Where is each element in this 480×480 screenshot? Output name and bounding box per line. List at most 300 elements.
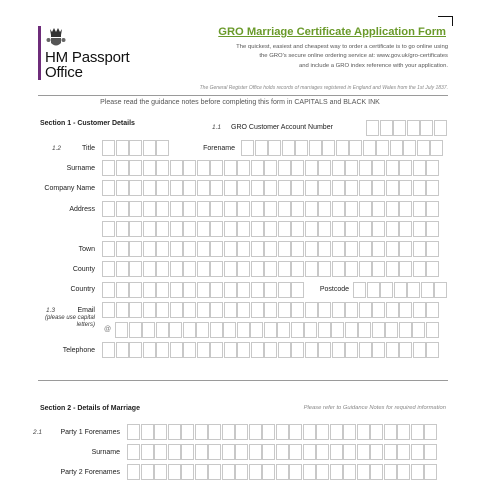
- character-box[interactable]: [210, 180, 223, 196]
- character-box[interactable]: [318, 322, 331, 338]
- character-box[interactable]: [305, 160, 318, 176]
- character-box[interactable]: [183, 342, 196, 358]
- character-box[interactable]: [197, 261, 210, 277]
- character-box[interactable]: [413, 201, 426, 217]
- character-box[interactable]: [397, 424, 410, 440]
- character-box[interactable]: [197, 241, 210, 257]
- character-box[interactable]: [141, 464, 154, 480]
- character-box[interactable]: [183, 241, 196, 257]
- character-box[interactable]: [411, 464, 424, 480]
- character-box[interactable]: [430, 140, 443, 156]
- character-box[interactable]: [141, 424, 154, 440]
- character-box[interactable]: [411, 424, 424, 440]
- character-box[interactable]: [115, 322, 128, 338]
- character-box[interactable]: [156, 282, 169, 298]
- character-box[interactable]: [116, 140, 129, 156]
- character-box[interactable]: [426, 180, 439, 196]
- character-box[interactable]: [305, 342, 318, 358]
- character-box[interactable]: [129, 201, 142, 217]
- character-box[interactable]: [251, 302, 264, 318]
- character-box[interactable]: [303, 464, 316, 480]
- character-box[interactable]: [154, 464, 167, 480]
- character-box[interactable]: [386, 342, 399, 358]
- character-box[interactable]: [143, 342, 156, 358]
- postcode-field[interactable]: [353, 282, 448, 298]
- character-box[interactable]: [170, 201, 183, 217]
- character-box[interactable]: [237, 221, 250, 237]
- character-box[interactable]: [372, 322, 385, 338]
- town-field[interactable]: [102, 241, 440, 257]
- character-box[interactable]: [407, 120, 420, 136]
- character-box[interactable]: [129, 160, 142, 176]
- character-box[interactable]: [141, 444, 154, 460]
- character-box[interactable]: [262, 464, 275, 480]
- character-box[interactable]: [116, 201, 129, 217]
- character-box[interactable]: [330, 444, 343, 460]
- character-box[interactable]: [264, 322, 277, 338]
- title-field[interactable]: [102, 140, 170, 156]
- character-box[interactable]: [318, 302, 331, 318]
- character-box[interactable]: [143, 160, 156, 176]
- character-box[interactable]: [345, 302, 358, 318]
- character-box[interactable]: [413, 221, 426, 237]
- character-box[interactable]: [197, 302, 210, 318]
- character-box[interactable]: [289, 464, 302, 480]
- character-box[interactable]: [224, 241, 237, 257]
- email-field-line-2[interactable]: [115, 322, 439, 338]
- character-box[interactable]: [235, 424, 248, 440]
- character-box[interactable]: [390, 140, 403, 156]
- character-box[interactable]: [332, 342, 345, 358]
- character-box[interactable]: [154, 444, 167, 460]
- character-box[interactable]: [116, 241, 129, 257]
- character-box[interactable]: [264, 241, 277, 257]
- character-box[interactable]: [289, 424, 302, 440]
- character-box[interactable]: [143, 221, 156, 237]
- character-box[interactable]: [426, 322, 439, 338]
- character-box[interactable]: [168, 464, 181, 480]
- character-box[interactable]: [156, 241, 169, 257]
- character-box[interactable]: [420, 120, 433, 136]
- character-box[interactable]: [358, 322, 371, 338]
- character-box[interactable]: [304, 322, 317, 338]
- character-box[interactable]: [291, 180, 304, 196]
- character-box[interactable]: [413, 342, 426, 358]
- character-box[interactable]: [197, 180, 210, 196]
- character-box[interactable]: [426, 201, 439, 217]
- character-box[interactable]: [210, 322, 223, 338]
- character-box[interactable]: [332, 241, 345, 257]
- character-box[interactable]: [156, 302, 169, 318]
- character-box[interactable]: [102, 160, 115, 176]
- character-box[interactable]: [143, 140, 156, 156]
- character-box[interactable]: [264, 160, 277, 176]
- character-box[interactable]: [210, 201, 223, 217]
- character-box[interactable]: [241, 140, 254, 156]
- character-box[interactable]: [278, 201, 291, 217]
- character-box[interactable]: [102, 180, 115, 196]
- character-box[interactable]: [359, 261, 372, 277]
- character-box[interactable]: [210, 342, 223, 358]
- character-box[interactable]: [282, 140, 295, 156]
- character-box[interactable]: [156, 201, 169, 217]
- character-box[interactable]: [251, 342, 264, 358]
- character-box[interactable]: [413, 180, 426, 196]
- character-box[interactable]: [426, 302, 439, 318]
- character-box[interactable]: [278, 282, 291, 298]
- character-box[interactable]: [403, 140, 416, 156]
- character-box[interactable]: [264, 180, 277, 196]
- character-box[interactable]: [322, 140, 335, 156]
- character-box[interactable]: [116, 302, 129, 318]
- character-box[interactable]: [102, 302, 115, 318]
- character-box[interactable]: [156, 342, 169, 358]
- character-box[interactable]: [129, 302, 142, 318]
- character-box[interactable]: [224, 282, 237, 298]
- character-box[interactable]: [251, 160, 264, 176]
- character-box[interactable]: [116, 221, 129, 237]
- character-box[interactable]: [210, 160, 223, 176]
- character-box[interactable]: [156, 140, 169, 156]
- character-box[interactable]: [359, 241, 372, 257]
- character-box[interactable]: [331, 322, 344, 338]
- character-box[interactable]: [183, 282, 196, 298]
- character-box[interactable]: [289, 444, 302, 460]
- character-box[interactable]: [249, 424, 262, 440]
- character-box[interactable]: [237, 160, 250, 176]
- character-box[interactable]: [386, 261, 399, 277]
- character-box[interactable]: [170, 282, 183, 298]
- character-box[interactable]: [197, 160, 210, 176]
- character-box[interactable]: [127, 444, 140, 460]
- character-box[interactable]: [183, 302, 196, 318]
- character-box[interactable]: [156, 322, 169, 338]
- character-box[interactable]: [305, 180, 318, 196]
- character-box[interactable]: [169, 322, 182, 338]
- character-box[interactable]: [156, 261, 169, 277]
- character-box[interactable]: [170, 261, 183, 277]
- character-box[interactable]: [407, 282, 420, 298]
- character-box[interactable]: [291, 302, 304, 318]
- character-box[interactable]: [224, 201, 237, 217]
- character-box[interactable]: [251, 201, 264, 217]
- character-box[interactable]: [268, 140, 281, 156]
- character-box[interactable]: [426, 221, 439, 237]
- party-2-forenames-field[interactable]: [127, 464, 438, 480]
- character-box[interactable]: [170, 180, 183, 196]
- character-box[interactable]: [251, 241, 264, 257]
- character-box[interactable]: [129, 322, 142, 338]
- character-box[interactable]: [309, 140, 322, 156]
- character-box[interactable]: [426, 241, 439, 257]
- character-box[interactable]: [386, 160, 399, 176]
- character-box[interactable]: [343, 424, 356, 440]
- character-box[interactable]: [262, 424, 275, 440]
- character-box[interactable]: [237, 342, 250, 358]
- character-box[interactable]: [367, 282, 380, 298]
- character-box[interactable]: [434, 282, 447, 298]
- character-box[interactable]: [291, 261, 304, 277]
- character-box[interactable]: [102, 342, 115, 358]
- character-box[interactable]: [195, 464, 208, 480]
- character-box[interactable]: [426, 160, 439, 176]
- character-box[interactable]: [397, 444, 410, 460]
- character-box[interactable]: [264, 282, 277, 298]
- address-line-2-field[interactable]: [102, 221, 440, 237]
- character-box[interactable]: [222, 464, 235, 480]
- character-box[interactable]: [127, 464, 140, 480]
- character-box[interactable]: [276, 444, 289, 460]
- surname-field[interactable]: [102, 160, 440, 176]
- character-box[interactable]: [370, 464, 383, 480]
- character-box[interactable]: [434, 120, 447, 136]
- character-box[interactable]: [170, 342, 183, 358]
- character-box[interactable]: [278, 241, 291, 257]
- party-1-forenames-field[interactable]: [127, 424, 438, 440]
- character-box[interactable]: [249, 464, 262, 480]
- character-box[interactable]: [251, 221, 264, 237]
- character-box[interactable]: [372, 261, 385, 277]
- character-box[interactable]: [417, 140, 430, 156]
- character-box[interactable]: [264, 261, 277, 277]
- character-box[interactable]: [366, 120, 379, 136]
- character-box[interactable]: [332, 160, 345, 176]
- character-box[interactable]: [143, 241, 156, 257]
- character-box[interactable]: [129, 140, 142, 156]
- character-box[interactable]: [224, 302, 237, 318]
- character-box[interactable]: [370, 444, 383, 460]
- character-box[interactable]: [345, 180, 358, 196]
- character-box[interactable]: [224, 180, 237, 196]
- character-box[interactable]: [380, 282, 393, 298]
- character-box[interactable]: [345, 221, 358, 237]
- character-box[interactable]: [291, 342, 304, 358]
- character-box[interactable]: [195, 444, 208, 460]
- character-box[interactable]: [116, 261, 129, 277]
- character-box[interactable]: [183, 322, 196, 338]
- character-box[interactable]: [349, 140, 362, 156]
- character-box[interactable]: [181, 424, 194, 440]
- character-box[interactable]: [330, 464, 343, 480]
- character-box[interactable]: [195, 424, 208, 440]
- character-box[interactable]: [412, 322, 425, 338]
- character-box[interactable]: [116, 282, 129, 298]
- character-box[interactable]: [237, 302, 250, 318]
- character-box[interactable]: [386, 241, 399, 257]
- character-box[interactable]: [318, 261, 331, 277]
- character-box[interactable]: [318, 342, 331, 358]
- telephone-field[interactable]: [102, 342, 440, 358]
- character-box[interactable]: [181, 464, 194, 480]
- character-box[interactable]: [170, 221, 183, 237]
- character-box[interactable]: [276, 424, 289, 440]
- character-box[interactable]: [353, 282, 366, 298]
- character-box[interactable]: [143, 201, 156, 217]
- character-box[interactable]: [357, 444, 370, 460]
- character-box[interactable]: [143, 302, 156, 318]
- character-box[interactable]: [332, 221, 345, 237]
- character-box[interactable]: [295, 140, 308, 156]
- character-box[interactable]: [183, 180, 196, 196]
- character-box[interactable]: [397, 464, 410, 480]
- character-box[interactable]: [224, 221, 237, 237]
- character-box[interactable]: [170, 160, 183, 176]
- character-box[interactable]: [235, 444, 248, 460]
- character-box[interactable]: [276, 464, 289, 480]
- email-field-line-1[interactable]: [102, 302, 440, 318]
- character-box[interactable]: [372, 342, 385, 358]
- character-box[interactable]: [143, 180, 156, 196]
- character-box[interactable]: [210, 221, 223, 237]
- character-box[interactable]: [156, 180, 169, 196]
- character-box[interactable]: [250, 322, 263, 338]
- character-box[interactable]: [102, 241, 115, 257]
- character-box[interactable]: [129, 342, 142, 358]
- character-box[interactable]: [345, 160, 358, 176]
- forename-field[interactable]: [241, 140, 444, 156]
- character-box[interactable]: [208, 464, 221, 480]
- character-box[interactable]: [424, 464, 437, 480]
- character-box[interactable]: [251, 282, 264, 298]
- character-box[interactable]: [372, 180, 385, 196]
- character-box[interactable]: [237, 282, 250, 298]
- character-box[interactable]: [372, 160, 385, 176]
- character-box[interactable]: [399, 302, 412, 318]
- character-box[interactable]: [303, 424, 316, 440]
- character-box[interactable]: [181, 444, 194, 460]
- character-box[interactable]: [411, 444, 424, 460]
- character-box[interactable]: [278, 221, 291, 237]
- character-box[interactable]: [264, 221, 277, 237]
- character-box[interactable]: [102, 261, 115, 277]
- character-box[interactable]: [168, 424, 181, 440]
- character-box[interactable]: [264, 342, 277, 358]
- character-box[interactable]: [386, 302, 399, 318]
- character-box[interactable]: [424, 424, 437, 440]
- character-box[interactable]: [291, 160, 304, 176]
- character-box[interactable]: [359, 302, 372, 318]
- character-box[interactable]: [332, 261, 345, 277]
- character-box[interactable]: [318, 201, 331, 217]
- country-field[interactable]: [102, 282, 305, 298]
- character-box[interactable]: [197, 201, 210, 217]
- character-box[interactable]: [424, 444, 437, 460]
- character-box[interactable]: [413, 241, 426, 257]
- character-box[interactable]: [363, 140, 376, 156]
- character-box[interactable]: [102, 282, 115, 298]
- character-box[interactable]: [336, 140, 349, 156]
- character-box[interactable]: [197, 342, 210, 358]
- character-box[interactable]: [278, 180, 291, 196]
- character-box[interactable]: [210, 261, 223, 277]
- character-box[interactable]: [332, 180, 345, 196]
- character-box[interactable]: [183, 201, 196, 217]
- character-box[interactable]: [183, 160, 196, 176]
- character-box[interactable]: [332, 201, 345, 217]
- character-box[interactable]: [237, 261, 250, 277]
- character-box[interactable]: [359, 160, 372, 176]
- character-box[interactable]: [372, 201, 385, 217]
- account-number-field[interactable]: [366, 120, 447, 136]
- character-box[interactable]: [359, 342, 372, 358]
- character-box[interactable]: [278, 160, 291, 176]
- character-box[interactable]: [143, 261, 156, 277]
- character-box[interactable]: [384, 444, 397, 460]
- character-box[interactable]: [208, 424, 221, 440]
- character-box[interactable]: [278, 342, 291, 358]
- character-box[interactable]: [183, 261, 196, 277]
- character-box[interactable]: [413, 302, 426, 318]
- character-box[interactable]: [399, 241, 412, 257]
- character-box[interactable]: [359, 221, 372, 237]
- character-box[interactable]: [210, 302, 223, 318]
- character-box[interactable]: [291, 201, 304, 217]
- character-box[interactable]: [399, 160, 412, 176]
- character-box[interactable]: [357, 464, 370, 480]
- character-box[interactable]: [305, 302, 318, 318]
- character-box[interactable]: [359, 201, 372, 217]
- character-box[interactable]: [249, 444, 262, 460]
- character-box[interactable]: [251, 261, 264, 277]
- character-box[interactable]: [262, 444, 275, 460]
- character-box[interactable]: [222, 424, 235, 440]
- character-box[interactable]: [357, 424, 370, 440]
- character-box[interactable]: [237, 322, 250, 338]
- character-box[interactable]: [102, 201, 115, 217]
- character-box[interactable]: [385, 322, 398, 338]
- character-box[interactable]: [129, 282, 142, 298]
- character-box[interactable]: [318, 180, 331, 196]
- character-box[interactable]: [224, 160, 237, 176]
- character-box[interactable]: [305, 201, 318, 217]
- character-box[interactable]: [421, 282, 434, 298]
- character-box[interactable]: [116, 180, 129, 196]
- character-box[interactable]: [142, 322, 155, 338]
- character-box[interactable]: [345, 241, 358, 257]
- character-box[interactable]: [196, 322, 209, 338]
- character-box[interactable]: [399, 322, 412, 338]
- character-box[interactable]: [224, 342, 237, 358]
- character-box[interactable]: [278, 302, 291, 318]
- character-box[interactable]: [129, 241, 142, 257]
- character-box[interactable]: [255, 140, 268, 156]
- character-box[interactable]: [372, 241, 385, 257]
- character-box[interactable]: [264, 302, 277, 318]
- character-box[interactable]: [237, 180, 250, 196]
- character-box[interactable]: [127, 424, 140, 440]
- character-box[interactable]: [129, 261, 142, 277]
- character-box[interactable]: [384, 464, 397, 480]
- character-box[interactable]: [237, 241, 250, 257]
- character-box[interactable]: [372, 302, 385, 318]
- party-1-surname-field[interactable]: [127, 444, 438, 460]
- character-box[interactable]: [343, 444, 356, 460]
- character-box[interactable]: [237, 201, 250, 217]
- character-box[interactable]: [102, 140, 115, 156]
- character-box[interactable]: [359, 180, 372, 196]
- character-box[interactable]: [316, 424, 329, 440]
- character-box[interactable]: [278, 261, 291, 277]
- character-box[interactable]: [210, 282, 223, 298]
- character-box[interactable]: [277, 322, 290, 338]
- character-box[interactable]: [384, 424, 397, 440]
- character-box[interactable]: [129, 221, 142, 237]
- character-box[interactable]: [170, 241, 183, 257]
- character-box[interactable]: [316, 464, 329, 480]
- character-box[interactable]: [399, 180, 412, 196]
- character-box[interactable]: [345, 261, 358, 277]
- character-box[interactable]: [291, 282, 304, 298]
